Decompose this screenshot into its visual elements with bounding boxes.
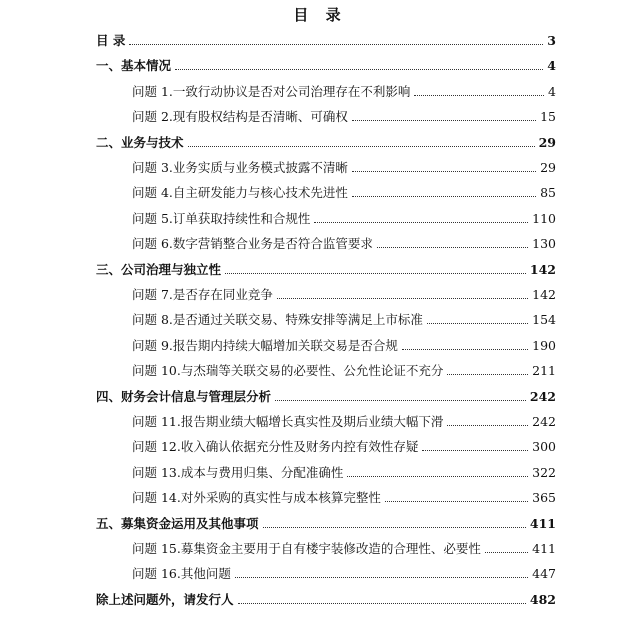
- toc-item-entry[interactable]: [96, 438, 556, 455]
- dot-leader: [385, 501, 528, 502]
- toc-entry-page-number: 130: [532, 236, 556, 252]
- dot-leader: [447, 374, 528, 375]
- toc-entry-label: 问题 4.自主研发能力与核心技术先进性: [132, 185, 348, 201]
- dot-leader: [175, 69, 543, 70]
- toc-item-entry[interactable]: [96, 311, 556, 328]
- toc-entry-label: 问题 15.募集资金主要用于自有楼宇装修改造的合理性、必要性: [132, 541, 481, 556]
- toc-entry-page-number: 110: [532, 210, 556, 226]
- dot-leader: [422, 450, 528, 451]
- toc-item-entry[interactable]: [96, 108, 556, 125]
- toc-entry-page-number: 29: [538, 134, 556, 150]
- toc-item-entry[interactable]: [96, 489, 556, 506]
- toc-entry-page-number: 190: [532, 337, 556, 353]
- toc-entry-page-number: 411: [529, 515, 556, 531]
- dot-leader: [347, 476, 528, 477]
- toc-entry-page-number: 142: [529, 261, 556, 277]
- dot-leader: [427, 323, 528, 324]
- toc-entry-label: 问题 12.收入确认依据充分性及财务内控有效性存疑: [132, 439, 419, 455]
- toc-entry-label: 五、募集资金运用及其他事项: [96, 515, 259, 531]
- toc-entry-label: 四、财务会计信息与管理层分析: [96, 388, 272, 404]
- toc-item-entry[interactable]: [96, 286, 556, 303]
- toc-item-entry[interactable]: [96, 565, 556, 582]
- dot-leader: [352, 196, 536, 197]
- toc-entry-page-number: 300: [532, 439, 556, 455]
- toc-entry-label: 问题 6.数字营销整合业务是否符合监管要求: [132, 236, 373, 252]
- dot-leader: [414, 95, 544, 96]
- toc-section-entry[interactable]: [96, 591, 556, 608]
- toc-item-entry[interactable]: [96, 235, 556, 252]
- toc-entry-label: 问题 8.是否通过关联交易、特殊安排等满足上市标准: [132, 312, 423, 328]
- toc-entry-page-number: 447: [532, 566, 556, 582]
- dot-leader: [402, 349, 528, 350]
- toc-item-entry[interactable]: [96, 464, 556, 481]
- toc-entry-label: 三、公司治理与独立性: [96, 261, 222, 277]
- toc-item-entry[interactable]: [96, 184, 556, 201]
- toc-entry-label: 除上述问题外，请发行人: [96, 591, 234, 607]
- toc-entry-label: 问题 2.现有股权结构是否清晰、可确权: [132, 109, 348, 125]
- toc-item-entry[interactable]: [96, 540, 556, 557]
- toc-entry-page-number: 142: [532, 287, 556, 302]
- toc-entry-page-number: 411: [532, 541, 556, 556]
- toc-entry-page-number: 3: [547, 33, 556, 48]
- dot-leader: [352, 120, 536, 121]
- toc-item-entry[interactable]: [96, 413, 556, 430]
- toc-entry-label: 问题 14.对外采购的真实性与成本核算完整性: [132, 490, 381, 506]
- toc-entry-label: 问题 16.其他问题: [132, 566, 231, 582]
- toc-section-entry[interactable]: [96, 515, 556, 532]
- toc-entry-label: 二、业务与技术: [96, 134, 184, 150]
- dot-leader: [485, 552, 528, 553]
- toc-entry-page-number: 242: [529, 388, 556, 404]
- toc-item-entry[interactable]: [96, 337, 556, 354]
- toc-entry-label: 问题 3.业务实质与业务模式披露不清晰: [132, 160, 348, 175]
- toc-entry-page-number: 242: [532, 414, 556, 429]
- dot-leader: [377, 247, 528, 248]
- toc-entry-page-number: 85: [540, 185, 556, 201]
- toc-entry-page-number: 154: [532, 312, 556, 328]
- toc-entry-label: 问题 13.成本与费用归集、分配准确性: [132, 464, 344, 480]
- toc-section-entry[interactable]: [96, 57, 556, 74]
- dot-leader: [225, 273, 526, 274]
- toc-entry-page-number: 211: [532, 363, 556, 379]
- toc-entry-page-number: 365: [532, 490, 556, 506]
- dot-leader: [447, 425, 528, 426]
- toc-item-entry[interactable]: [96, 83, 556, 100]
- toc-item-entry[interactable]: [96, 210, 556, 227]
- dot-leader: [352, 171, 536, 172]
- toc-entry-label: 问题 7.是否存在同业竞争: [132, 287, 273, 302]
- toc-entry-label: 一、基本情况: [96, 58, 172, 74]
- toc-entry-page-number: 29: [540, 160, 556, 175]
- dot-leader: [275, 400, 526, 401]
- toc-item-entry[interactable]: [96, 362, 556, 379]
- toc-section-entry[interactable]: [96, 32, 556, 49]
- page-title: 目 录: [293, 6, 347, 24]
- toc-entry-page-number: 482: [529, 591, 556, 607]
- dot-leader: [277, 298, 528, 299]
- dot-leader: [238, 603, 526, 604]
- dot-leader: [235, 577, 528, 578]
- dot-leader: [129, 44, 543, 45]
- toc-entry-label: 问题 5.订单获取持续性和合规性: [132, 210, 311, 226]
- toc-item-entry[interactable]: [96, 159, 556, 176]
- dot-leader: [188, 146, 535, 147]
- toc-section-entry[interactable]: [96, 134, 556, 151]
- toc-entry-page-number: 4: [548, 83, 556, 99]
- toc-section-entry[interactable]: [96, 261, 556, 278]
- toc-entry-page-number: 4: [547, 58, 556, 74]
- toc-entry-page-number: 322: [532, 464, 556, 480]
- toc-entry-page-number: 15: [540, 109, 556, 125]
- toc-section-entry[interactable]: [96, 388, 556, 405]
- dot-leader: [263, 527, 526, 528]
- toc-entry-label: 问题 1.一致行动协议是否对公司治理存在不利影响: [132, 83, 411, 99]
- toc-entry-label: 问题 11.报告期业绩大幅增长真实性及期后业绩大幅下滑: [132, 414, 444, 429]
- toc-entry-label: 问题 10.与杰瑞等关联交易的必要性、公允性论证不充分: [132, 363, 444, 379]
- toc-entry-label: 目 录: [96, 33, 126, 48]
- dot-leader: [314, 222, 528, 223]
- toc-entry-label: 问题 9.报告期内持续大幅增加关联交易是否合规: [132, 337, 398, 353]
